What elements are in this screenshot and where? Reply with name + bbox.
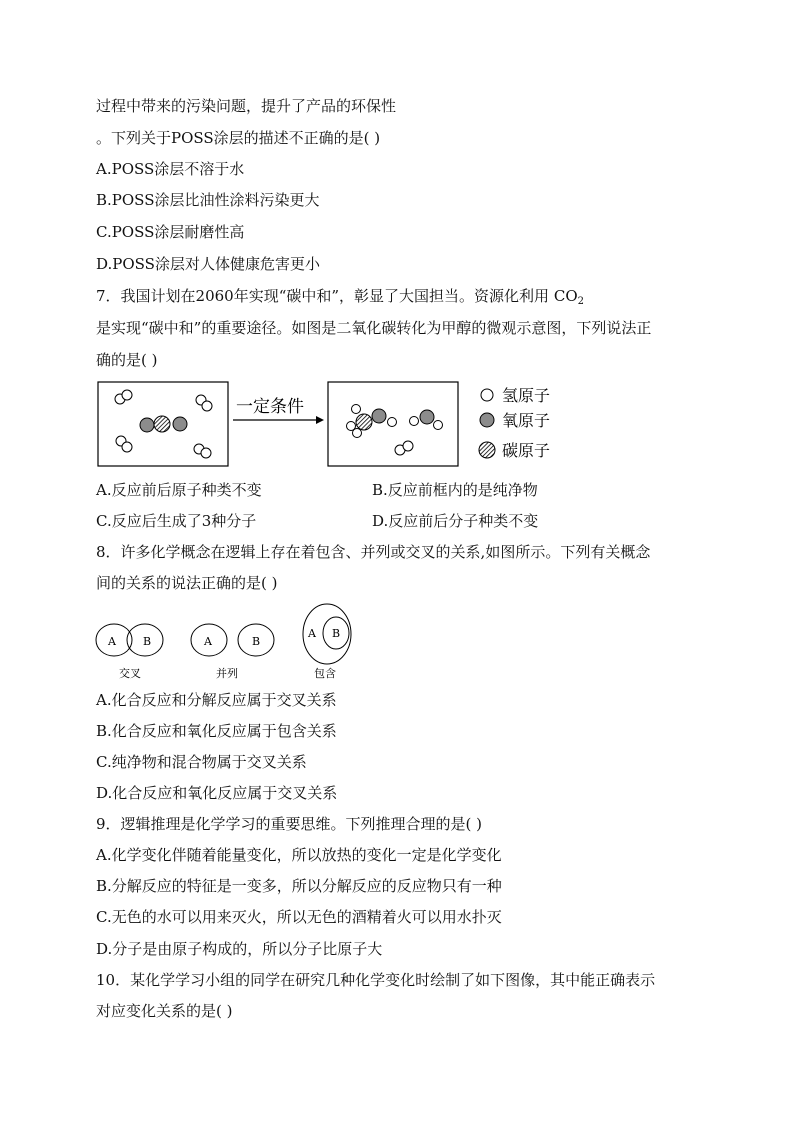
q9-option-c: C.无色的水可以用来灭火，所以无色的酒精着火可以用水扑灭 [96, 908, 502, 926]
q6-option-d: D.POSS涂层对人体健康危害更小 [96, 255, 320, 273]
h2-molecule [116, 436, 132, 452]
q9-option-b: B.分解反应的特征是一变多，所以分解反应的反应物只有一种 [96, 877, 502, 895]
methanol-molecule [347, 405, 397, 438]
h2-molecule [115, 390, 132, 404]
co2-molecule [140, 416, 187, 432]
h2-molecule [395, 441, 413, 455]
q8-option-b: B.化合反应和氧化反应属于包含关系 [96, 722, 337, 740]
q6-stem: 。下列关于POSS涂层的描述不正确的是( ) [96, 129, 381, 147]
oxygen-atom-icon [480, 413, 494, 427]
arrow-head [316, 416, 324, 424]
reaction-diagram [96, 380, 576, 470]
legend-oxygen [480, 411, 550, 430]
venn-cross-caption: 交叉 [119, 667, 141, 680]
q6-option-c: C.POSS涂层耐磨性高 [96, 223, 245, 241]
co2-formula [554, 287, 584, 305]
q8-stem-line2: 间的关系的说法正确的是( ) [96, 574, 278, 592]
venn-contain-label-a: A [308, 627, 316, 640]
legend-carbon [479, 441, 550, 460]
co2-symbol: CO [553, 287, 578, 305]
legend-carbon-label: 碳原子 [502, 441, 551, 460]
q6-option-a: A.POSS涂层不溶于水 [96, 160, 245, 178]
q9-option-a: A.化学变化伴随着能量变化，所以放热的变化一定是化学变化 [96, 846, 502, 864]
q7-stem-line2: 是实现“碳中和”的重要途径。如图是二氧化碳转化为甲醇的微观示意图，下列说法正 [96, 319, 652, 337]
h2o-molecule [410, 410, 443, 430]
venn-contain-caption: 包含 [314, 667, 336, 680]
q7-stem-line1 [96, 286, 584, 312]
q10-stem-line1: 10．某化学学习小组的同学在研究几种化学变化时绘制了如下图像，其中能正确表示 [96, 971, 656, 989]
q8-option-a: A.化合反应和分解反应属于交叉关系 [96, 691, 337, 709]
venn-parallel [191, 624, 274, 680]
q9-option-d: D.分子是由原子构成的，所以分子比原子大 [96, 940, 383, 958]
venn-parallel-caption: 并列 [216, 667, 238, 680]
q7-option-c: C.反应后生成了3种分子 [96, 512, 257, 530]
q7-option-b: B.反应前框内的是纯净物 [372, 481, 538, 499]
q8-option-c: C.纯净物和混合物属于交叉关系 [96, 753, 307, 771]
q6-option-b: B.POSS涂层比油性涂料污染更大 [96, 191, 320, 209]
q7-option-a: A.反应前后原子种类不变 [96, 481, 262, 499]
venn-parallel-label-b: B [252, 635, 261, 648]
venn-contain [303, 604, 351, 680]
legend-hydrogen-label: 氢原子 [502, 386, 551, 405]
h2-molecule [194, 444, 211, 458]
venn-parallel-label-a: A [204, 635, 212, 648]
legend-hydrogen [481, 386, 550, 405]
legend-oxygen-label: 氧原子 [502, 411, 551, 430]
venn-cross-label-b: B [143, 635, 152, 648]
q7-option-d: D.反应前后分子种类不变 [372, 512, 539, 530]
venn-contain-label-b: B [332, 627, 341, 640]
q8-stem-line1: 8．许多化学概念在逻辑上存在着包含、并列或交叉的关系,如图所示。下列有关概念 [96, 543, 651, 561]
co2-subscript: 2 [577, 296, 584, 307]
h2-molecule [196, 395, 212, 411]
q10-stem-line2: 对应变化关系的是( ) [96, 1002, 233, 1020]
q7-stem-text: 7．我国计划在2060年实现“碳中和”，彰显了大国担当。资源化利用 [96, 287, 550, 305]
q9-stem: 9．逻辑推理是化学学习的重要思维。下列推理合理的是( ) [96, 815, 483, 833]
q8-option-d: D.化合反应和氧化反应属于交叉关系 [96, 784, 338, 802]
text-line: 过程中带来的污染问题，提升了产品的环保性 [96, 97, 397, 115]
carbon-atom-icon [479, 442, 495, 458]
venn-cross-label-a: A [108, 635, 116, 648]
venn-diagram [92, 600, 372, 686]
venn-cross [96, 624, 163, 680]
hydrogen-atom-icon [481, 389, 493, 401]
q7-stem-line3: 确的是( ) [96, 351, 158, 369]
reaction-condition: 一定条件 [236, 397, 304, 417]
